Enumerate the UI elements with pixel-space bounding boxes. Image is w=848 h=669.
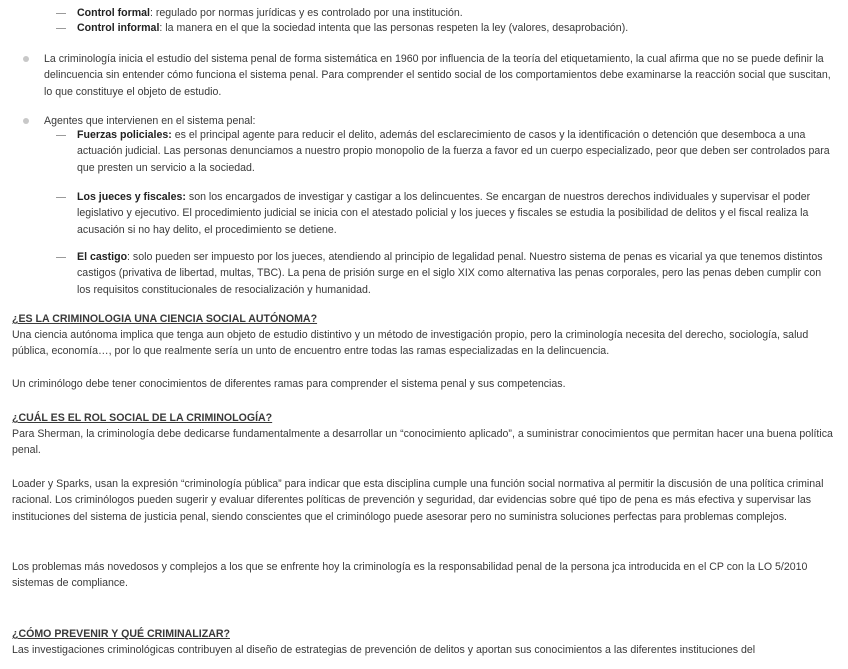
paragraph: Un criminólogo debe tener conocimientos de diferentes ramas para comprender el sistema penal y sus competencias. (12, 378, 566, 390)
paragraph: Las investigaciones criminológicas contribuyen al diseño de estrategias de prevención de delitos y aportan sus conocimientos a las diferentes instituciones del (12, 644, 756, 656)
section-heading-ciencia-autonoma: ¿ES LA CRIMINOLOGIA UNA CIENCIA SOCIAL AUTÓNOMA? (12, 313, 318, 325)
term: Fuerzas policiales: (77, 129, 172, 141)
dash-marker (56, 13, 66, 14)
sub-item-control-informal (56, 20, 836, 36)
section-heading-rol-social: ¿CUÁL ES EL ROL SOCIAL DE LA CRIMINOLOGÍA? (12, 412, 273, 424)
bullet-text: Agentes que intervienen en el sistema penal: (44, 115, 256, 127)
paragraph: Una ciencia autónoma implica que tenga aun objeto de estudio distintivo y un método de investigación propio, pero la criminología necesita del derecho, sociología, salud pública, economía…, por lo que realmente sería un unto de encuentro entre todas las ramas especializadas en la delincuencia. (12, 329, 809, 358)
term: Control formal (77, 7, 150, 19)
sub-item-jueces-fiscales (56, 189, 836, 238)
paragraph: Loader y Sparks, usan la expresión “criminología pública” para indicar que esta disciplina cumple una función social normativa al permitir la discusión de una política criminal racional. Los criminólogos pueden sugerir y evaluar diferentes políticas de prevención y seguridad, dar evidencias sobre qué tipo de pena es más efectiva y supervisar las instituciones del sistema de justicia penal, siendo conscientes que el criminólogo puede asesorar pero no suministra soluciones perfectas para problemas complejos. (12, 478, 824, 523)
term: El castigo (77, 251, 128, 263)
description: : la manera en el que la sociedad intenta que las personas respeten la ley (valores, desaprobación). (159, 22, 629, 34)
dash-marker (56, 197, 66, 198)
term: Los jueces y fiscales: (77, 191, 186, 203)
bullet-item-criminologia-inicio (21, 51, 836, 100)
bullet-marker (23, 56, 29, 62)
dash-marker (56, 257, 66, 258)
paragraph: Los problemas más novedosos y complejos a los que se enfrente hoy la criminología es la responsabilidad penal de la persona jca introducida en el CP con la LO 5/2010 sistemas de compliance. (12, 561, 808, 590)
description: es el principal agente para reducir el delito, además del esclarecimiento de casos y la identificación o detención que desemboca a una actuación judicial. Las personas denunciamos a nuestro propio monopolio de la fuerza a favor ed un cuerpo especializado, peor que deben ser controlados para que presten un servicio a la sociedad. (77, 129, 830, 174)
term: Control informal (77, 22, 160, 34)
dash-marker (56, 135, 66, 136)
paragraph: Para Sherman, la criminología debe dedicarse fundamentalmente a desarrollar un “conocimiento aplicado”, a suministrar conocimientos que permitan hacer una buena política penal. (12, 428, 833, 457)
description: son los encargados de investigar y castigar a los delincuentes. Se encargan de nuestros derechos individuales y supervisar el poder legislativo y ejecutivo. El procedimiento judicial se inicia con el atestado policial y los jueces y fiscales se estudia la posibilidad de delitos y el fiscal realiza la acusación si no hay delito, el procedimiento se detiene. (77, 191, 811, 236)
bullet-marker (23, 118, 29, 124)
description: : regulado por normas jurídicas y es controlado por una institución. (149, 7, 463, 19)
description: : solo pueden ser impuesto por los jueces, atendiendo al principio de legalidad penal. Nuestro sistema de penas es vicarial ya que tenemos distintos castigos (privativa de libertad, multas, TBC). La pena de prisión surge en el siglo XIX como alternativa las penas corporales, pero las penas deben cumplir con los requisitos constitucionales de resocialización y humanidad. (77, 251, 823, 296)
bullet-text: La criminología inicia el estudio del sistema penal de forma sistemática en 1960 por influencia de la teoría del etiquetamiento, la cual afirma que no se puede definir la delincuencia sin entender cómo funciona el sistema penal. Para comprender el sentido social de los comportamientos debe examinarse la reacción social que suscitan, lo que constituye el objeto de estudio. (44, 53, 831, 98)
dash-marker (56, 28, 66, 29)
sub-item-fuerzas-policiales (56, 127, 836, 176)
sub-item-castigo (56, 249, 836, 298)
sub-item-control-formal (56, 5, 836, 21)
section-heading-como-prevenir: ¿CÓMO PREVENIR Y QUÉ CRIMINALIZAR? (12, 628, 230, 640)
